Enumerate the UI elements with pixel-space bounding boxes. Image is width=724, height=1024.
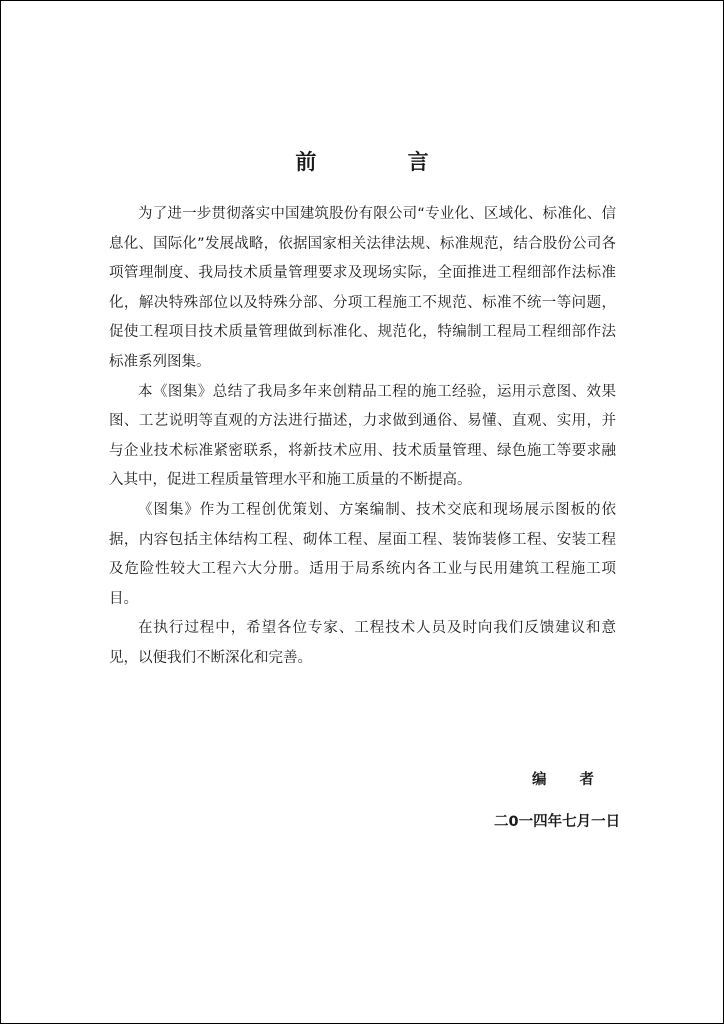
- preface-body: [109, 200, 616, 674]
- paragraph-4: 在执行过程中，希望各位专家、工程技术人员及时向我们反馈建议和意见，以便我们不断深化和完善。: [109, 620, 616, 666]
- editor-signature: 编 者: [532, 772, 609, 788]
- paragraph-3: 《图集》作为工程创优策划、方案编制、技术交底和现场展示图板的依据，内容包括主体结构工程、砌体工程、屋面工程、装饰装修工程、安装工程及危险性较大工程六大分册。适用于局系统内各工业与民用建筑工程施工项目。: [109, 501, 616, 607]
- publication-date: 二0一四年七月一日: [494, 814, 621, 830]
- paragraph-1: 为了进一步贯彻落实中国建筑股份有限公司“专业化、区域化、标准化、信息化、国际化”发展战略，依据国家相关法律法规、标准规范，结合股份公司各项管理制度、我局技术质量管理要求及现场实际，全面推进工程细部作法标准化，解决特殊部位以及特殊分部、分项工程施工不规范、标准不统一等问题，促使工程项目技术质量管理做到标准化、规范化，特编制工程局工程细部作法标准系列图集。: [109, 206, 616, 370]
- page-title: 前 言: [295, 150, 471, 174]
- paragraph-2: 本《图集》总结了我局多年来创精品工程的施工经验，运用示意图、效果图、工艺说明等直观的方法进行描述，力求做到通俗、易懂、直观、实用，并与企业技术标准紧密联系，将新技术应用、技术质量管理、绿色施工等要求融入其中，促进工程质量管理水平和施工质量的不断提高。: [109, 383, 616, 489]
